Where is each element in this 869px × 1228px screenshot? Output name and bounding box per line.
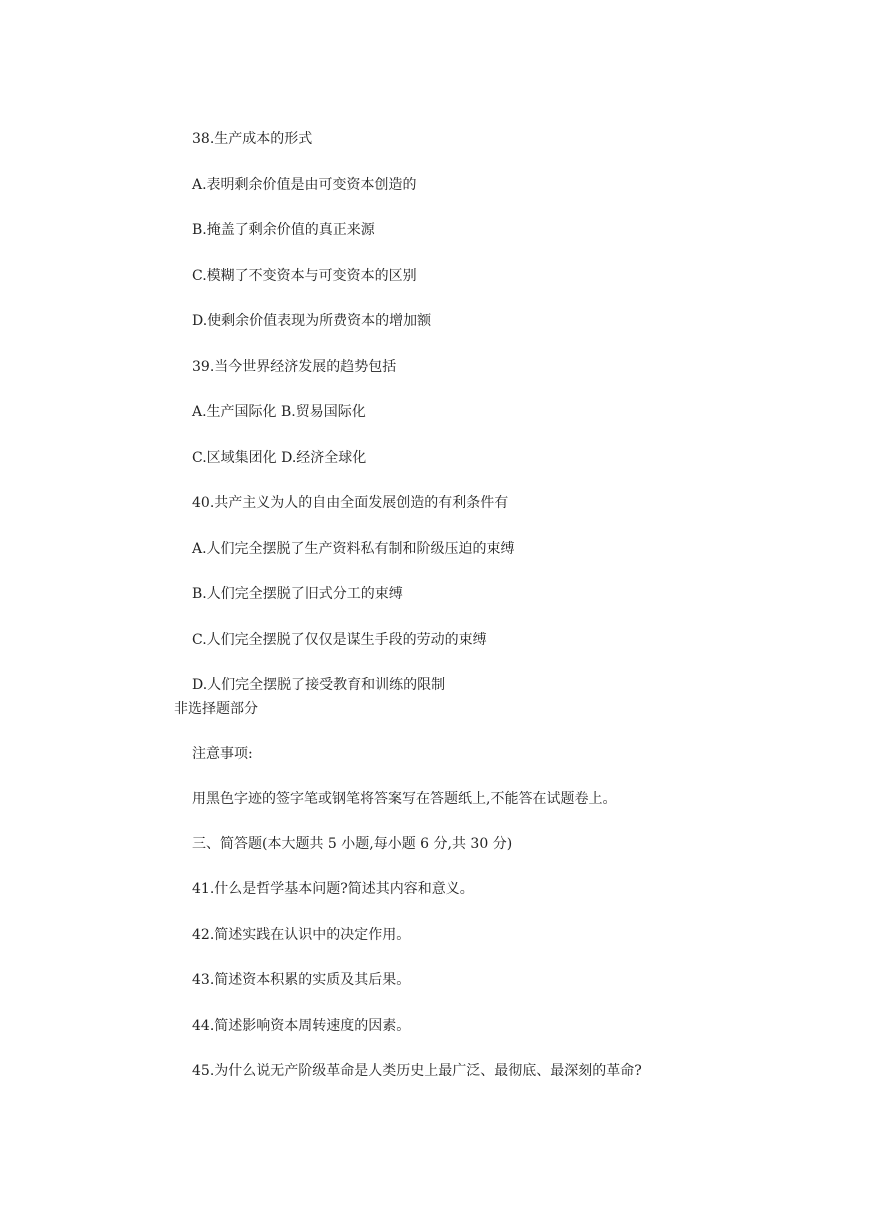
question-39-options-ab: A.生产国际化 B.贸易国际化: [192, 404, 366, 420]
question-40-option-b: B.人们完全摆脱了旧式分工的束缚: [192, 586, 403, 602]
question-41: 41.什么是哲学基本问题?简述其内容和意义。: [192, 881, 474, 897]
question-40-option-a: A.人们完全摆脱了生产资料私有制和阶级压迫的束缚: [192, 541, 515, 557]
question-40-option-c: C.人们完全摆脱了仅仅是谋生手段的劳动的束缚: [192, 632, 487, 648]
question-38-option-c: C.模糊了不变资本与可变资本的区别: [192, 268, 417, 284]
question-39-options-cd: C.区域集团化 D.经济全球化: [192, 450, 367, 466]
question-39-stem: 39.当今世界经济发展的趋势包括: [192, 359, 397, 375]
question-42: 42.简述实践在认识中的决定作用。: [192, 927, 411, 943]
question-45: 45.为什么说无产阶级革命是人类历史上最广泛、最彻底、最深刻的革命?: [192, 1063, 642, 1079]
section-title: 非选择题部分: [174, 701, 258, 717]
question-40-option-d: D.人们完全摆脱了接受教育和训练的限制: [192, 677, 446, 693]
question-40-stem: 40.共产主义为人的自由全面发展创造的有利条件有: [192, 495, 509, 511]
question-38-stem: 38.生产成本的形式: [192, 131, 313, 147]
question-38-option-b: B.掩盖了剩余价值的真正来源: [192, 222, 375, 238]
question-44: 44.简述影响资本周转速度的因素。: [192, 1018, 411, 1034]
question-38-option-d: D.使剩余价值表现为所费资本的增加额: [192, 313, 432, 329]
notice-heading: 注意事项:: [192, 746, 253, 762]
short-answer-heading: 三、简答题(本大题共 5 小题,每小题 6 分,共 30 分): [192, 836, 513, 852]
notice-text: 用黑色字迹的签字笔或钢笔将答案写在答题纸上,不能答在试题卷上。: [192, 791, 617, 807]
question-38-option-a: A.表明剩余价值是由可变资本创造的: [192, 177, 417, 193]
question-43: 43.简述资本积累的实质及其后果。: [192, 972, 411, 988]
